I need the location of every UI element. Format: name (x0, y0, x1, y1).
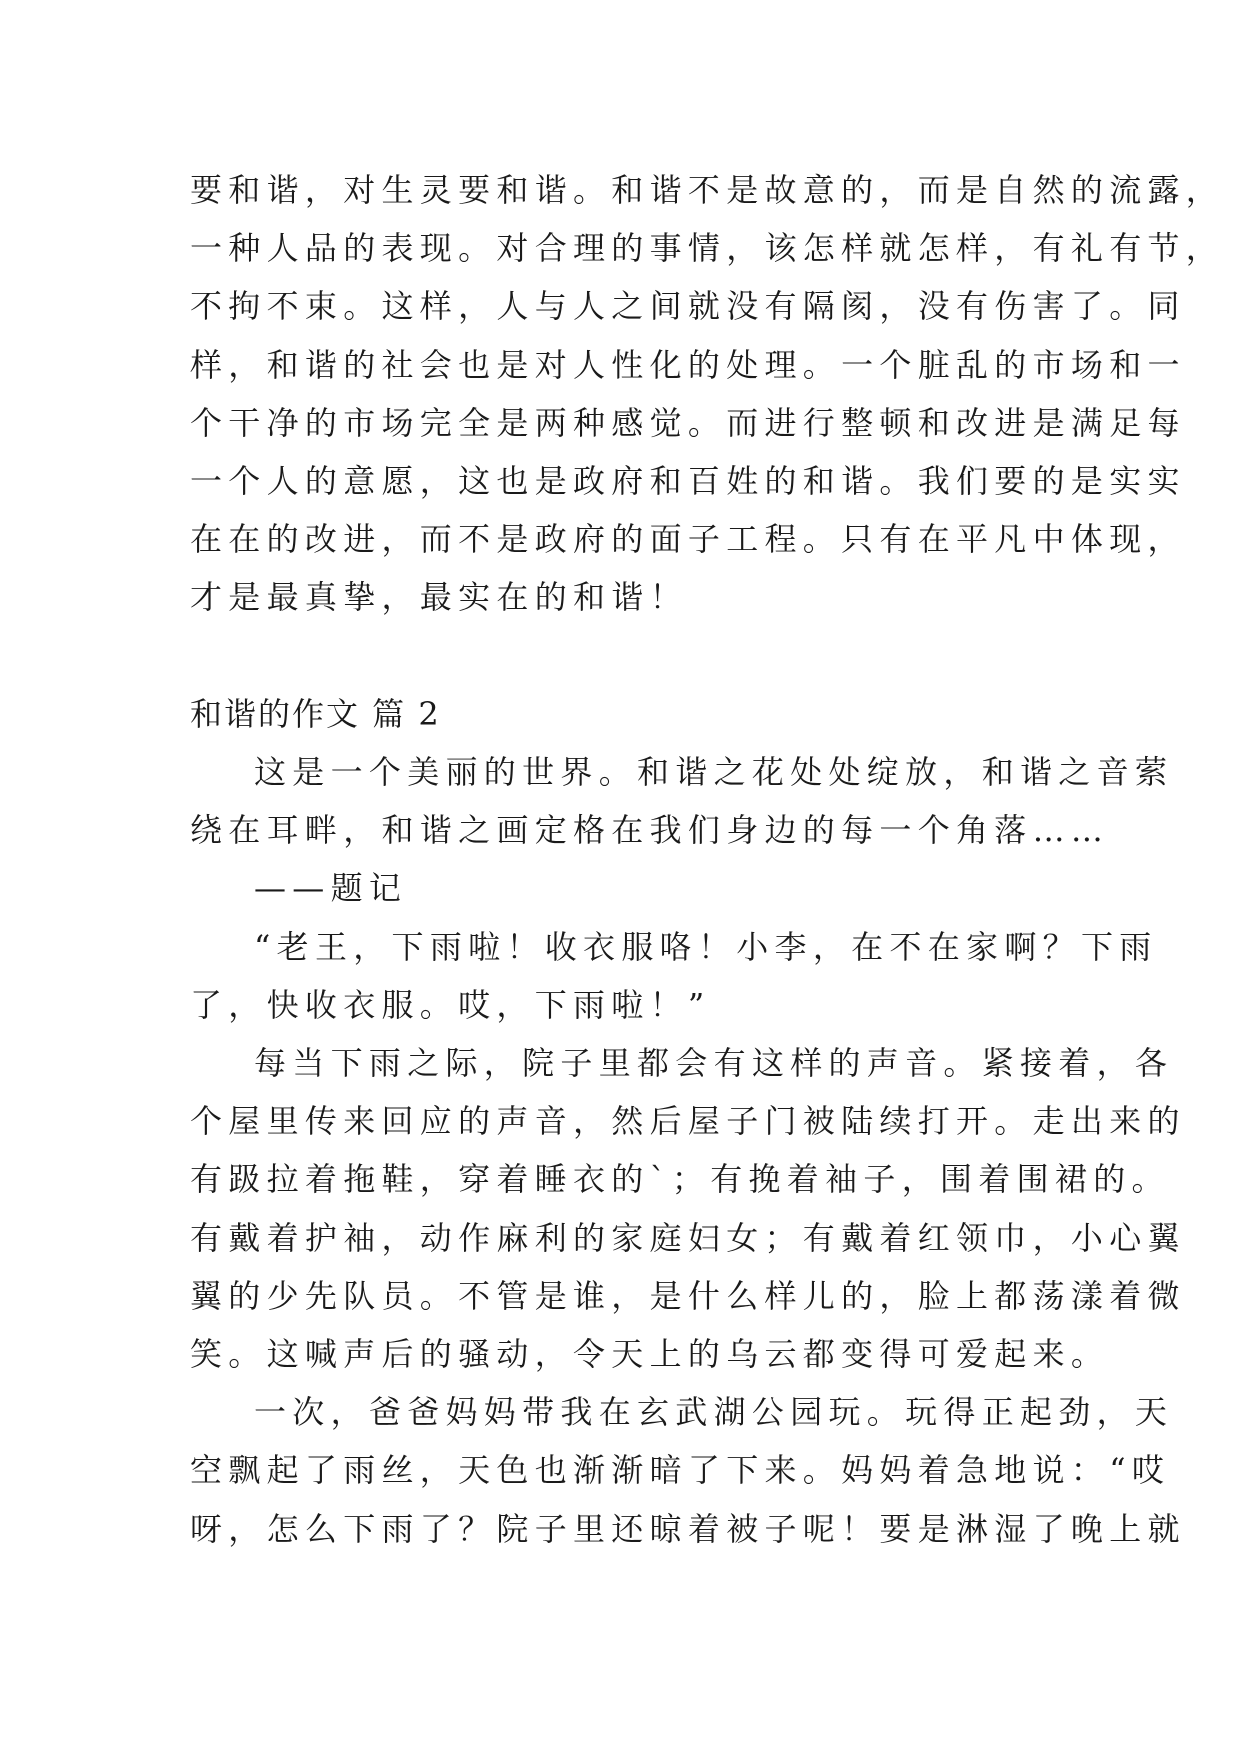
paragraph-line: 绕在耳畔，和谐之画定格在我们身边的每一个角落…… (190, 811, 1110, 849)
paragraph-line: 空飘起了雨丝，天色也渐渐暗了下来。妈妈着急地说：“哎 (190, 1451, 1171, 1489)
section-heading: 和谐的作文 篇 2 (190, 695, 441, 733)
paragraph-line: 了，快收衣服。哎，下雨啦！” (190, 986, 711, 1024)
paragraph-line: 一种人品的表现。对合理的事情，该怎样就怎样，有礼有节， (190, 229, 1225, 267)
paragraph-line: 笑。这喊声后的骚动，令天上的乌云都变得可爱起来。 (190, 1335, 1110, 1373)
paragraph-line: 有趿拉着拖鞋，穿着睡衣的`；有挽着袖子，围着围裙的。 (190, 1160, 1170, 1198)
paragraph-line: 在在的改进，而不是政府的面子工程。只有在平凡中体现， (190, 520, 1186, 558)
epigraph-attribution: ——题记 (254, 869, 408, 907)
paragraph-line: 个屋里传来回应的声音，然后屋子门被陆续打开。走出来的 (190, 1102, 1186, 1140)
paragraph-line: “老王，下雨啦！收衣服咯！小李，在不在家啊？下雨 (254, 928, 1158, 966)
paragraph-line: 这是一个美丽的世界。和谐之花处处绽放，和谐之音萦 (254, 753, 1174, 791)
paragraph-line: 个干净的市场完全是两种感觉。而进行整顿和改进是满足每 (190, 404, 1186, 442)
paragraph-line: 才是最真挚，最实在的和谐！ (190, 578, 688, 616)
paragraph-line: 要和谐，对生灵要和谐。和谐不是故意的，而是自然的流露， (190, 171, 1225, 209)
paragraph-line: 不拘不束。这样，人与人之间就没有隔阂，没有伤害了。同 (190, 287, 1186, 325)
paragraph-line: 有戴着护袖，动作麻利的家庭妇女；有戴着红领巾，小心翼 (190, 1219, 1186, 1257)
paragraph-line: 样，和谐的社会也是对人性化的处理。一个脏乱的市场和一 (190, 346, 1186, 384)
paragraph-line: 一次，爸爸妈妈带我在玄武湖公园玩。玩得正起劲，天 (254, 1393, 1174, 1431)
paragraph-line: 一个人的意愿，这也是政府和百姓的和谐。我们要的是实实 (190, 462, 1186, 500)
paragraph-line: 每当下雨之际，院子里都会有这样的声音。紧接着，各 (254, 1044, 1174, 1082)
paragraph-line: 翼的少先队员。不管是谁，是什么样儿的，脸上都荡漾着微 (190, 1277, 1186, 1315)
paragraph-line: 呀，怎么下雨了？院子里还晾着被子呢！要是淋湿了晚上就 (190, 1510, 1186, 1548)
